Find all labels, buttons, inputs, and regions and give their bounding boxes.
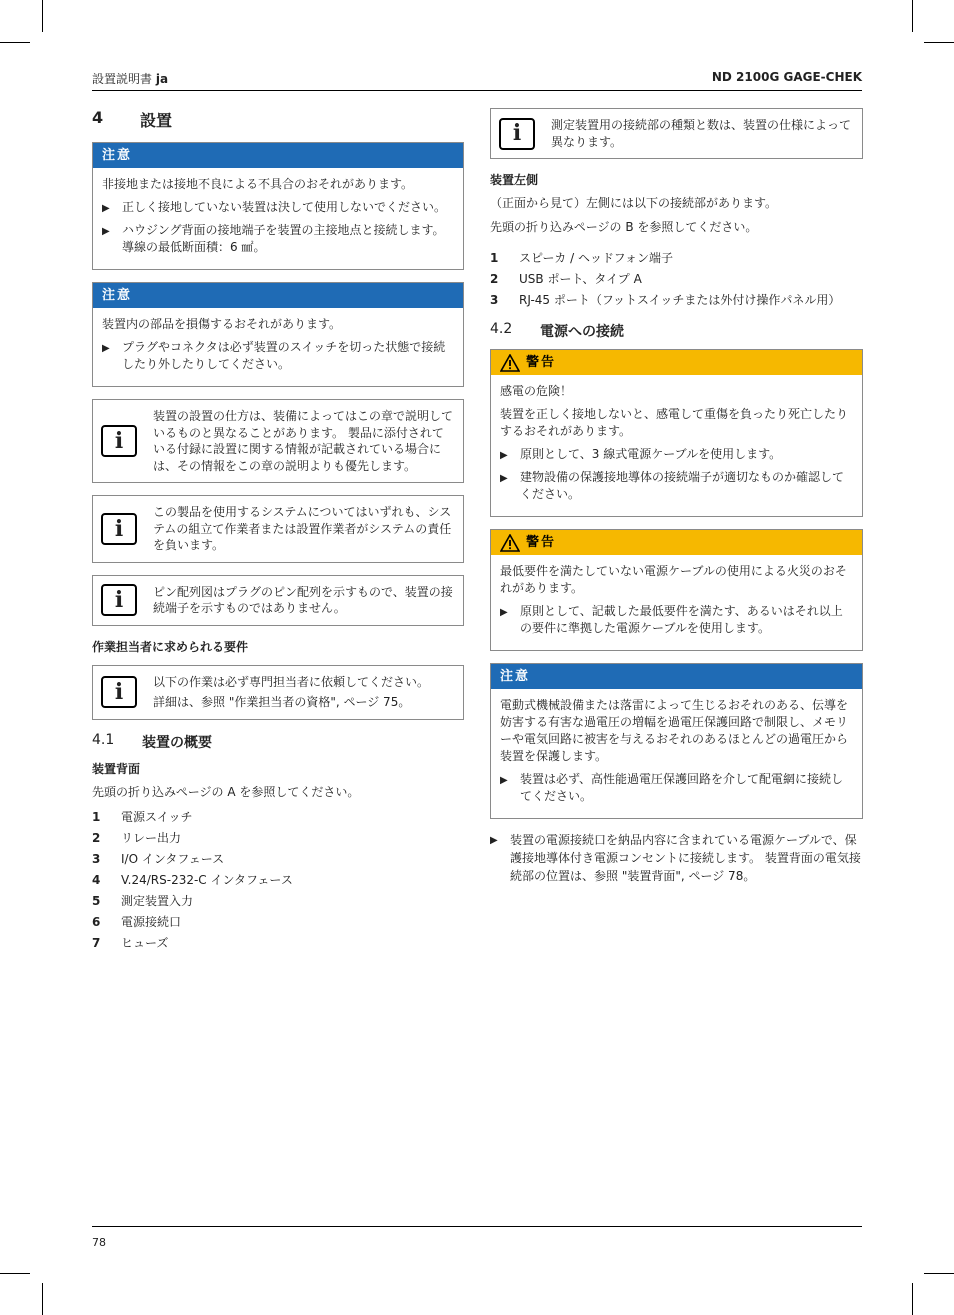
list-item: 2 リレー出力 <box>92 830 182 845</box>
section-heading: 4.1 装置の概要 <box>92 731 212 751</box>
list-item: ▶ 原則として、3 線式電源ケーブルを使用します。 <box>500 446 854 464</box>
section-heading: 4 設置 <box>92 108 173 130</box>
triangle-bullet-icon: ▶ <box>102 226 110 237</box>
info-icon: i <box>101 584 137 616</box>
crop-mark <box>924 42 954 43</box>
warning-triangle-icon <box>500 354 520 372</box>
info-icon: i <box>101 513 137 545</box>
doc-title: 設置説明書 ja <box>92 72 169 86</box>
list-item: 3 RJ-45 ポート（フットスイッチまたは外付け操作パネル用） <box>490 293 841 307</box>
info-icon: i <box>499 118 535 150</box>
list-item: ▶ 原則として、記載した最低要件を満たす、あるいはそれ以上の要件に準拠した電源ケーブルを使用します。 <box>500 604 843 635</box>
list-item: 1 電源スイッチ <box>92 809 193 824</box>
triangle-bullet-icon: ▶ <box>500 607 508 618</box>
triangle-bullet-icon: ▶ <box>500 775 508 786</box>
subheading: 装置背面 <box>92 761 141 776</box>
numbered-list <box>92 807 464 954</box>
triangle-bullet-icon: ▶ <box>102 343 110 354</box>
triangle-bullet-icon: ▶ <box>490 835 498 846</box>
crop-mark <box>0 42 30 43</box>
product-name: ND 2100G GAGE-CHEK <box>711 70 862 84</box>
info-box: i 測定装置用の接続部の種類と数は、装置の仕様によって異なります。 <box>490 108 863 159</box>
info-icon: i <box>101 676 137 708</box>
info-icon: i <box>101 425 137 457</box>
warning-label: 警告 <box>526 535 557 550</box>
notice-label: 注意 <box>491 664 862 689</box>
crop-mark <box>912 0 913 32</box>
list-item: 1 スピーカ / ヘッドフォン端子 <box>490 251 673 265</box>
info-box: i この製品を使用するシステムについてはいずれも、システムの組立て作業者または設置作業者がシステムの責任を負います。 <box>92 495 464 563</box>
warning-box: 警告 感電の危険！ 装置を正しく接地しないと、感電して重傷を負ったり死亡したりするおそれがあります。 ▶ 原則として、3 線式電源ケーブルを使用します。 ▶ 建物設備の保護接地導体の接続端子が適切なものか確認してください。 <box>490 349 863 517</box>
notice-label: 注意 <box>93 143 463 168</box>
triangle-bullet-icon: ▶ <box>500 450 508 461</box>
crop-mark <box>42 1283 43 1315</box>
notice-box: 注意 電動式機械設備または落雷によって生じるおそれのある、伝導を妨害する有害な過電圧の増幅を過電圧保護回路で制限し、メモリーや電気回路に被害を与えるおそれのあるほとんどの過電圧から装置を保護します。 ▶ 装置は必ず、高性能過電圧保護回路を介して配電網に接続してください。 <box>490 663 863 819</box>
right-column: i 測定装置用の接続部の種類と数は、装置の仕様によって異なります。 装置左側 （正面から見て）左側には以下の接続部があります。 先頭の折り込みページの B を参照してください。 1 スピーカ / ヘッドフォン端子 2 USB ポート、タイプ A 3 RJ-45 ポート（フットスイッチまたは外付け操作パネル用） 4.2 電源への接続 警告 感電の危険！ 装置を正しく接地しないと、感電して重傷を負ったり死亡したりするおそれがあります。 ▶ 原則として、3 線式電源ケーブルを使用します。 ▶ 建物設備の保護接地導体の接続端子が適切なものか確認してください。 警告 最低要件を満たしていない電源ケーブルの使用による火災のおそれがあります。 ▶ 原則として、記載した最低要件を満たす、あるいはそれ以上の要件に準拠した電源ケーブルを使用します。 注意 電動式機械設備または落雷によって生じるおそれのある、伝導を妨害する有害な過電圧の増幅を過電圧保護回路で制限し、メモリーや電気回路に被害を与えるおそれのあるほとんどの過電圧から装置を保護します。 ▶ 装置は必ず、高性能過電圧保護回路を介して配電網に接続してください。 ▶ 装置の電源接続口を納品内容に含まれている電源ケーブルで、保護接地導体付き電源コンセントに接続します。 装置背面の電気接続部の位置は、参照 "装置背面", ページ 78。 <box>490 108 863 885</box>
section-heading: 4.2 電源への接続 <box>490 321 624 340</box>
notice-label: 注意 <box>93 283 463 308</box>
list-item: ▶ プラグやコネクタは必ず装置のスイッチを切った状態で接続したり外したりしてください。 <box>102 340 446 371</box>
warning-triangle-icon <box>500 534 520 552</box>
crop-mark <box>912 1283 913 1315</box>
list-item: 6 電源接続口 <box>92 914 182 929</box>
list-item: 3 I/O インタフェース <box>92 851 225 866</box>
notice-box: 注意 装置内の部品を損傷するおそれがあります。 ▶ プラグやコネクタは必ず装置のスイッチを切った状態で接続したり外したりしてください。 <box>92 282 464 387</box>
left-column <box>92 108 464 964</box>
numbered-list <box>490 248 863 311</box>
warning-label: 警告 <box>526 355 557 370</box>
list-item: 2 USB ポート、タイプ A <box>490 272 642 286</box>
page-number: 78 <box>92 1236 106 1249</box>
list-item: 5 測定装置入力 <box>92 893 194 908</box>
list-item: ▶ 装置は必ず、高性能過電圧保護回路を介して配電網に接続してください。 <box>500 772 844 803</box>
list-item: 4 V.24/RS-232-C インタフェース <box>92 872 293 887</box>
info-box: i 以下の作業は必ず専門担当者に依頼してください。 詳細は、参照 "作業担当者の資格", ページ 75。 <box>92 665 464 720</box>
footer-rule <box>92 1226 862 1227</box>
subheading: 作業担当者に求められる要件 <box>92 639 249 654</box>
subheading: 装置左側 <box>490 173 539 187</box>
page-header <box>92 70 862 91</box>
notice-box: 注意 非接地または接地不良による不具合のおそれがあります。 ▶ 正しく接地していない装置は決して使用しないでください。 ▶ ハウジング背面の接地端子を装置の主接地点と接続します。 導線の最低断面積：6 ㎟。 <box>92 142 464 270</box>
list-item: ▶ 建物設備の保護接地導体の接続端子が適切なものか確認してください。 <box>500 470 845 501</box>
crop-mark <box>42 0 43 32</box>
list-item: 7 ヒューズ <box>92 935 169 950</box>
crop-mark <box>0 1273 30 1274</box>
triangle-bullet-icon: ▶ <box>102 203 110 214</box>
reference-text: 先頭の折り込みページの A を参照してください。 <box>92 784 360 799</box>
warning-box: 警告 最低要件を満たしていない電源ケーブルの使用による火災のおそれがあります。 ▶ 原則として、記載した最低要件を満たす、あるいはそれ以上の要件に準拠した電源ケーブルを使用します。 <box>490 529 863 651</box>
crop-mark <box>924 1273 954 1274</box>
list-item: ▶ 正しく接地していない装置は決して使用しないでください。 <box>102 199 455 217</box>
list-item: ▶ ハウジング背面の接地端子を装置の主接地点と接続します。 導線の最低断面積：6 ㎟。 <box>102 223 445 254</box>
info-box: i ピン配列図はプラグのピン配列を示すもので、装置の接続端子を示すものではありません。 <box>92 575 464 626</box>
triangle-bullet-icon: ▶ <box>500 473 508 484</box>
instruction-step: ▶ 装置の電源接続口を納品内容に含まれている電源ケーブルで、保護接地導体付き電源コンセントに接続します。 装置背面の電気接続部の位置は、参照 "装置背面", ページ 78。 <box>490 833 861 883</box>
info-box: i 装置の設置の仕方は、装備によってはこの章で説明しているものと異なることがあります。 製品に添付されている付録に設置に関する情報が記載されている場合には、その情報をこの章の説明よりも優先します。 <box>92 399 464 483</box>
